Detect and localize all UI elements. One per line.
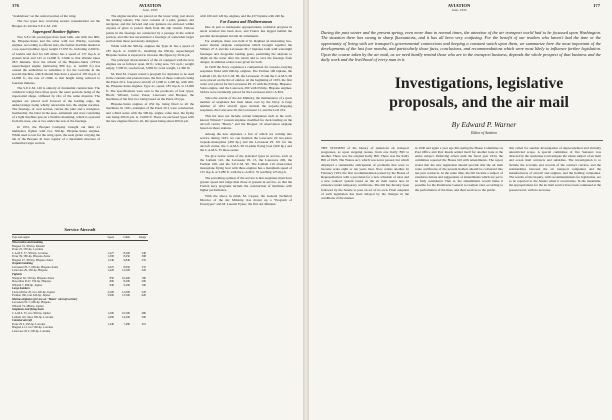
- article-title: Investigations, legislative proposals, and the air mail: [389, 75, 569, 111]
- table-row: [12, 330, 148, 334]
- table-cell: 335: [141, 264, 146, 269]
- paragraph: THE STUDENT of the history of American air transport progresses, as upon stepping stones, from one Kelly Bill to another. There was the original Kelly Bill. There was the Kelly Bill of 1925. The Watres Act, which was never passed, but which displayed a remarkable anticipation of problems that were to become acute eight or ten years later. Now comes another. In February 1933, the first recommendation passed by the House of Representatives with a provision for a new schedule of rates and a new contract system based on the air mail routes now in existence under temporary certificates. The bill has thereby been followed by the Senate to pass an act of its own. Final adoption of such legislation has been delayed by the changes in the conditions of the market.: [321, 146, 409, 200]
- table-cell: C.A.M.S. 55, two 500-hp. Jupiter: [12, 312, 51, 316]
- paragraph: The principal characteristics of the 41 equipped with the new engines are as follows: span, 60 ft.; wing area, 721 sq.ft.; weight empty, 7,500 lb.; useful load, 3,860 lb.; total weight, 11,360 lb.: [106, 58, 194, 71]
- table-cell: 12,000: [122, 289, 130, 294]
- paragraph: Due in part to inadequate appropriations, technical progress in naval aviation has been slow, and France has lagged behind the parallel development in land air armaments.: [200, 25, 292, 38]
- table-cell: 398: [141, 254, 146, 259]
- table-group-heading: Colonial aircraft: [12, 318, 32, 323]
- left-column-1: [12, 14, 100, 226]
- table-cell: [98, 330, 114, 334]
- left-page: [0, 0, 303, 420]
- table-cell: 620: [141, 293, 146, 298]
- article-intro: During the past winter and the present spring, even more than in normal times, the attention of the air transport world had to be focussed upon Washington. The situation there has swung in sharp fluctuations, and it has all been very confusing. For the benefit of our readers who haven't had the time or the opportunity of living with air transport's governmental connections and keeping a constant watch upon them, we summarize here the most important of the developments of the last four months, and particularly those facts, conclusions, and recommendations which were most likely to influence further legislation. Upon the course taken by the air mail, as we need hardly remind those who are in the transport business, depends the whole prospect of that business and the daily work and the livelihood of every man in it.: [321, 30, 601, 63]
- table-cell: 520: [141, 289, 146, 294]
- table-cell: Levasseur PL.7, 600-hp. Hispano-Suiza: [12, 265, 59, 269]
- table-cell: [130, 305, 146, 309]
- table-cell: 8,200: [123, 279, 130, 284]
- table-cell: 500: [141, 314, 146, 319]
- byline-subtitle: Editor of Aviation: [471, 131, 497, 135]
- table-cell: 1,227: [107, 250, 114, 255]
- table-cell: 180: [141, 275, 146, 280]
- right-column-3: [509, 146, 601, 414]
- table-header: Type and engine: [12, 235, 30, 239]
- running-head-right: [419, 3, 499, 13]
- table-cell: 3,200: [107, 289, 114, 294]
- table-group-heading: Large bombers: [12, 286, 30, 291]
- table-group-heading: Fighters: [12, 272, 23, 277]
- running-head-date: June, 1933: [451, 8, 467, 12]
- table-cell: Potez 39, 580-hp. Hispano-Suiza: [12, 255, 51, 259]
- table-cell: 9,840: [123, 257, 130, 262]
- table-cell: Breguet 19, 500-hp. Renault: [12, 244, 45, 248]
- table-header: Range: [139, 235, 146, 239]
- table-row: [12, 316, 148, 320]
- table-cell: 1,440: [107, 321, 114, 326]
- left-column-3: [200, 14, 292, 414]
- paragraph: Hispano-Suiza engines of 650 hp. being fitted to all the machines. In 1931, examples of the Potez 29 2 were constructed, and a third series with the 500-hp. engine came later, the flying rate being 200 m.p.h. at 13,000 ft. These are enclosed types with the new engines fitted to all, the speed being about 200 m.p.h.: [106, 102, 194, 123]
- running-head-date: June, 1933: [142, 8, 158, 12]
- table-cell: 310: [141, 321, 146, 326]
- paragraph: In 1931, the Brequet Company brought out their 41 multiplace fighter with two 500-hp. Hispano-Suiza engines. While used to test for the wing spars, the steel girder carrying the tail of the Brequet 41 bore regular of a duralumin structure of somewhat larger section.: [12, 124, 100, 146]
- paragraph: Among the new airplanes, a few of which are coming into service during 1933, we can mention the Latecoere 29 two-place torpedo-monoplane (450 hp.) and the Levasseur PL 101 for the aircraft carrier, the C.A.M.S. 90 bi-plane flying boat (260 hp.) and the C.A.M.S. 55 three-seater.: [200, 131, 292, 153]
- table-row: [12, 284, 148, 288]
- left-column-2: [106, 14, 194, 226]
- table-title: Service Aircraft: [64, 227, 96, 232]
- table-cell: 1,200: [107, 311, 114, 316]
- paragraph: For example, there was held at St. Raphael an interesting two-seater marine airplane competition which brought together the Villiers 27 Z and the Levasseur PL.7 biplanes both with watertight fuselages and droppable landing gears, permitting the airplane to alight on the water after the return and to save the fuselage from danger; in addition orders were given for both.: [200, 39, 292, 64]
- table-cell: 8,200: [123, 250, 130, 255]
- paragraph: The prevailing opinion of the service is that seaplanes must have greater speed and range than those at present in service, so that the French navy programs include the construction of machines with higher performance.: [200, 175, 292, 193]
- table-cell: 7,480: [123, 321, 130, 326]
- paragraph: The two types now receiving serious consideration are the Brequet 41 and the S.E.C.M. 140.: [12, 19, 100, 28]
- service-aircraft-table: [12, 228, 148, 333]
- table-cell: Farman 160, four 420-hp. Jupiter: [12, 294, 51, 298]
- paragraph: Two S.E.C.M. prototypes have been built, one with two 800-hp. Hispano-Suiza and the other with two 850-hp. Lorraine engines. According to official tests, the former machine landed at a top speed (bomber type) weight 17,670 lb., including 2,290 lb. of bombs and fuel for 620 miles; has a speed of 137 m.p.h. at ground level and 145 at 14,800 ft. Climb to that altitude takes 28.5 minutes. Now the advent of the Hispano-Suiza 12Ybrs supercharged engine (delivering 880 h.p. at 14,800 ft.) has caused the authorities to substitute it for the Lorraine in the second machine, which should thus have a speed of 195 m.p.h. at 14,800 ft., the rate of climb to that height being reduced to fourteen minutes.: [12, 34, 100, 85]
- table-cell: [130, 330, 146, 334]
- table-cell: Wibault 74, 480-hp. Jupiter: [12, 304, 44, 308]
- table-group-heading: Torpedo bombing: [12, 261, 33, 266]
- paragraph: that called for another investigation of unprecedented and virtually unrestricted scope. A special committee of five Senators was directed by the resolution to investigate the whole subject of air mail and ocean mail contracts and subsidies. The investigation is to include the accounts and records of the contract carriers, and the relationships between the air transport companies and the manufacturers of aircraft and engines, and the holding companies. The results of the inquiry, with recommendations for legislation, are to be reported to the Senate when it reconvenes. In the meantime, the appropriations for the air mail service have been continued at the present level, with no decrease.: [509, 146, 601, 192]
- paragraph: "doublebase" on the central portion of the wing.: [12, 14, 77, 18]
- table-cell: 14,200: [122, 314, 130, 319]
- section-heading: Superspeed Bomber-fighters: [32, 28, 80, 34]
- table-cell: 1,500: [107, 254, 114, 259]
- table-cell: 326: [141, 268, 146, 273]
- paragraph: With the above in mind, M. Caquot, the General Technical Director of the Air Ministry, has drawn up a "Program of Prototypes" and M. Laurent Eynac, the first Air Minister.: [200, 193, 292, 206]
- divider: [321, 140, 603, 141]
- table-cell: 1,600: [107, 314, 114, 319]
- paragraph: M. Paul M. Caquot rested a program for airplanes to be used in the colonies and protectorates, the first of these contracts being the Potez 29 2, four-place aircraft of 1,000 to 1,200 hp. with 450-hp. Hispano-Suiza engines. Type 41, speed, 185 m.p.h. at 13,000 ft. The specifications were sent to the producers of four types: Bloch, Wibault, Loire, Potez, Latecoere and Brequet, the machines of the first two being based on the Potez 29 type.: [106, 71, 194, 101]
- right-page: [309, 0, 612, 420]
- table-cell: [98, 305, 114, 309]
- table-header: Speed: [107, 235, 114, 239]
- table-cell: Wibault 7, 480-hp. Jupiter: [12, 283, 43, 287]
- table-cell: 850: [109, 275, 114, 280]
- table-cell: 800: [109, 279, 114, 284]
- table-cell: Breguet 27, 500-hp. Hispano-Suiza: [12, 258, 53, 262]
- table-cell: Latecoere 29 2, 500-hp. Lorraine: [12, 329, 51, 333]
- table-cell: 1,540: [107, 257, 114, 262]
- table-cell: 3,900: [107, 293, 114, 298]
- table-cell: Lioré-Olivier 20, two 420-hp. Jupiter: [12, 290, 56, 294]
- table-cell: Nieuport 62, 550-hp. Hispano-Suiza: [12, 276, 54, 280]
- running-head-title: AVIATION: [447, 3, 471, 8]
- table-cell: 10,500: [122, 311, 130, 316]
- right-column-2: [415, 146, 503, 414]
- table-cell: Latecoere 29, 450-hp. Hispano: [12, 269, 48, 273]
- table-cell: C.A.M.S. 37, 500-hp. Lorraine: [12, 251, 48, 255]
- paragraph: in 1930 and again a year ago this spring the House Committee on Post Office and Post Roads settled itself for another look at the entire subject. Deferring action until the fiscal year 1934, the committee reported the House bill with amendments. The report stated that the new legislation should provide that the air mail route certificates of the present holders should be converted into ten-year contracts. At the same time, the bill became a subject of extensive debate and suggestions of amendments which are yet to be fully considered. That is, the amendments would make it possible for the Postmaster General to readjust rates according to the performance of the lines, and their services to the public.: [415, 146, 503, 192]
- table-cell: Potez 29 2, 450-hp. Lorraine: [12, 322, 46, 326]
- right-column-1: [321, 146, 409, 414]
- table-cell: Potez 25, 550-hp. Lorraine: [12, 248, 44, 252]
- table-cell: 200: [141, 279, 146, 284]
- page-number-right: 177: [593, 3, 600, 8]
- paragraph: The S.E.C.M. 140 is entirely of duralumin construction. The cantilever wings have three spars, the outer portions being of the trapezoidal shape, stiffened by ribs of the same material. The engines are placed well forward of the leading edge, the undercarriage being wholly retractable into the engine nacelles. The fuselage, of oval section, carries the pilot and a navigator-bombardier, the latter in the nose, armament and crew consisting of a light machine gun on a flexible mounting, which is operated from the nose, one or two under the rear of the fuselage.: [12, 86, 100, 124]
- table-cell: Latham 110, three 300-hp. Lorraine: [12, 315, 54, 319]
- table-cell: 335: [141, 257, 146, 262]
- table-cell: 12,500: [122, 293, 130, 298]
- paragraph: We give below some of the principal types in service, such as the Latham 110, the Levasseur PL 15, the Latecoere 290, the Farman 168, and the S.E.C.M. 90. The Latham 110 observation monoplane flying boat with three engines has a maximum speed of 155 m.p.h. at 3,280 ft. with the C.A.M.S. 55 reaching 125 m.p.h.: [200, 153, 292, 175]
- table-cell: Breguet 41 2, two 500-hp. Lorraine: [12, 326, 54, 330]
- table-cell: 8,250: [123, 254, 130, 259]
- table-group-heading: Observation and bombing: [12, 240, 43, 245]
- table-body: [12, 241, 148, 333]
- table-header: Climb: [123, 235, 130, 239]
- table-cell: 8,650: [123, 264, 130, 269]
- article-byline: By Edward P. Warner: [451, 120, 517, 129]
- table-cell: [114, 330, 130, 334]
- table-group-heading: Seaplanes and flying boats: [12, 307, 44, 312]
- paragraph: with 100 and 120 hp. engines, and the 437 biplane with 240 hp.: [200, 14, 285, 18]
- table-cell: 9,200: [123, 282, 130, 287]
- table-cell: 10,400: [122, 275, 130, 280]
- table-cell: [114, 305, 130, 309]
- table-cell: 1,025: [107, 264, 114, 269]
- paragraph: This list does not include certain landplanes such as the well-known Wibault 7 pursuit airplane, modified for deck landing on the aircraft carrier "Bearn," and the Breguet 19 observation airplane based on shore stations.: [200, 113, 292, 131]
- running-head-left: [110, 3, 190, 13]
- table-cell: Levasseur PL.7, 600-hp. Hispano: [12, 301, 51, 305]
- table-cell: 190: [141, 282, 146, 287]
- table-cell: 480: [141, 311, 146, 316]
- paragraph: Since the advent of the Air Ministry, the maintenance of a great number of seaplanes has been taken over by the Navy. A large number of 1931 aircraft types include the torpedo-dropping seaplanes, the Latecoere 29, the Levasseur 11, and the LeO 254.: [200, 95, 292, 113]
- table-cell: 340: [141, 250, 146, 255]
- table-row: [12, 269, 148, 273]
- section-heading: Far Eastest and Mediterranean: [220, 19, 272, 25]
- paragraph: While with the 590-hp. engines the Type 41 has a speed of 185 m.p.h. at 13,000 ft., installing the 650-hp. supercharged Hispano-Suizas is expected to increase this figure by 20 m.p.h.: [106, 44, 194, 57]
- page-number-left: 176: [12, 3, 19, 8]
- paragraph: The engine nacelles are placed on the lower wing, just above the landing wheels. The crew consists of a pilot, gunner, and navigator, and the forward and rear gunners are enclosed within cupolas of glass to protect them from the slip stream. Various points in the fuselage are connected by a passage in the central portion, and this has necessitated a fuselage of somewhat larger section than those previously designed.: [106, 14, 194, 43]
- table-cell: Dewoitine D.27, 550-hp. Hispano: [12, 280, 52, 284]
- table-cell: 840: [109, 282, 114, 287]
- table-group-heading: Marine airplanes (for use on "Bearn" aircraft carrier): [12, 296, 78, 301]
- table-cell: 1,420: [107, 268, 114, 273]
- running-head-title: AVIATION: [138, 3, 162, 8]
- table-cell: 12,500: [122, 268, 130, 273]
- paragraph: In 1928 the Navy organized a competition for torpedo-carrying seaplanes fitted with 600-hp. engines. The Farman 168 biplane, the Latham 110, the S.E.C.M. 90, the Levasseur 15 and the C.A.M.S. 60 were placed on the list of entries. At the beginning of 1933, the first order was placed for the Levasseur PL 15 with the 650-hp. Hispano-Suiza engine, and the Latecoere 290 with 650-hp. Hispano engines. Orders were eventually placed for the Levasseur and C.A.M.S.: [200, 65, 292, 95]
